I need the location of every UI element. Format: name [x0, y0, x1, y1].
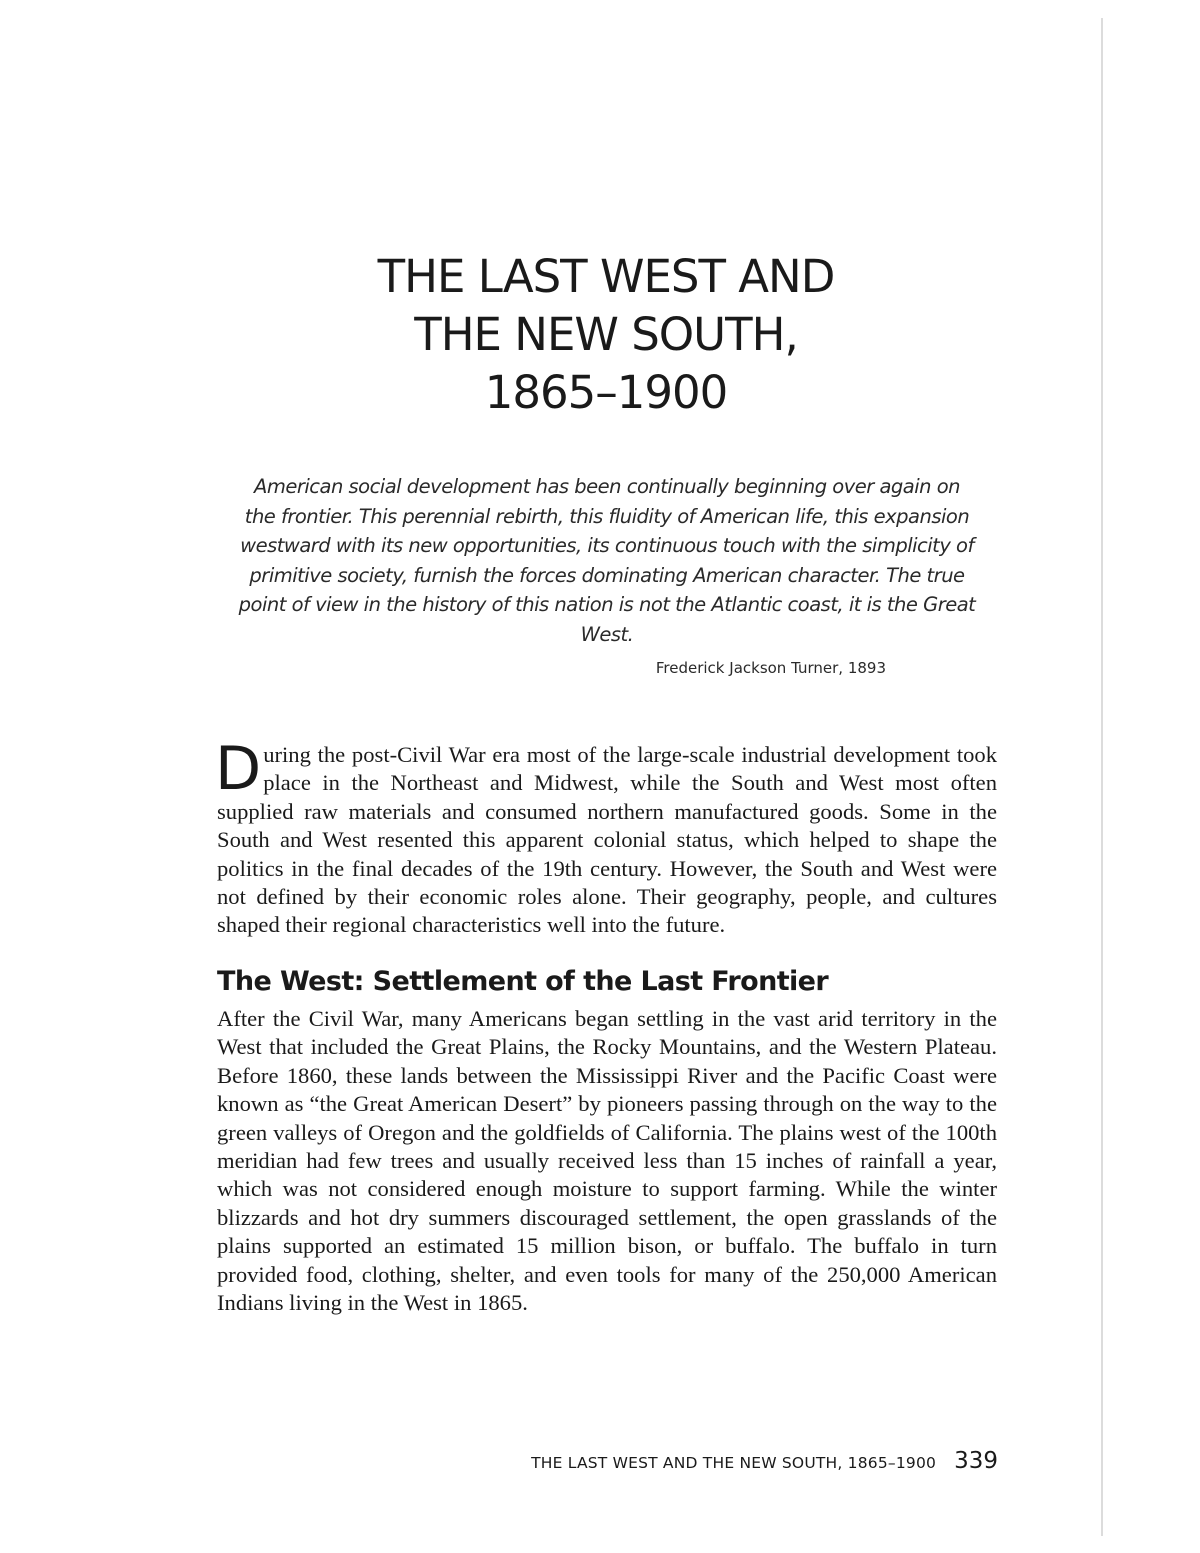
section-body-paragraph: After the Civil War, many Americans began settling in the vast arid territory in the West that included the Great Plains, the Rocky Mountains, and the Western Plateau. Before 1860, these lands between the Mississippi River and the Pacific Coast were known as “the Great American Desert” by pioneers passing through on the way to the green valleys of Oregon and the goldfields of California. The plains west of the 100th meridian had few trees and usually received less than 15 inches of rainfall a year, which was not considered enough moisture to support farming. While the winter blizzards and hot dry summers discouraged settlement, the open grasslands of the plains supported an estimated 15 million bison, or buffalo. The buffalo in turn provided food, clothing, shelter, and even tools for many of the 250,000 American Indians living in the West in 1865.: [217, 1006, 997, 1316]
section-heading: The West: Settlement of the Last Frontier: [217, 966, 829, 997]
intro-paragraph: [215, 734, 997, 940]
running-footer: [420, 1448, 998, 1474]
epigraph-quote: American social development has been continually beginning over again on the frontier. This perennial rebirth, this fluidity of American life, this expansion westward with its new opportunities, its continuous touch with the simplicity of primitive society, furnish the forces dominating American character. The true point of view in the history of this nation is not the Atlantic coast, it is the Great West.: [238, 475, 976, 646]
running-title: THE LAST WEST AND THE NEW SOUTH, 1865–1900: [531, 1454, 937, 1472]
drop-cap: D: [215, 734, 262, 804]
chapter-title-line: 1865–1900: [484, 366, 728, 419]
page-edge-rule: [1101, 18, 1103, 1536]
epigraph-attribution: Frederick Jackson Turner, 1893: [655, 659, 886, 677]
page-number: 339: [954, 1448, 998, 1474]
chapter-title: [300, 248, 912, 422]
intro-text: uring the post-Civil War era most of the large-scale industrial development took place in the Northeast and Midwest, while the South and West most often supplied raw materials and consumed northern manufactured goods. Some in the South and West resented this apparent colonial status, which helped to shape the politics in the final decades of the 19th century. However, the South and West were not defined by their economic roles alone. Their geography, people, and cultures shaped their regional characteristics well into the future.: [217, 742, 997, 938]
chapter-title-line: THE NEW SOUTH,: [414, 308, 798, 361]
chapter-title-line: THE LAST WEST AND: [377, 250, 835, 303]
